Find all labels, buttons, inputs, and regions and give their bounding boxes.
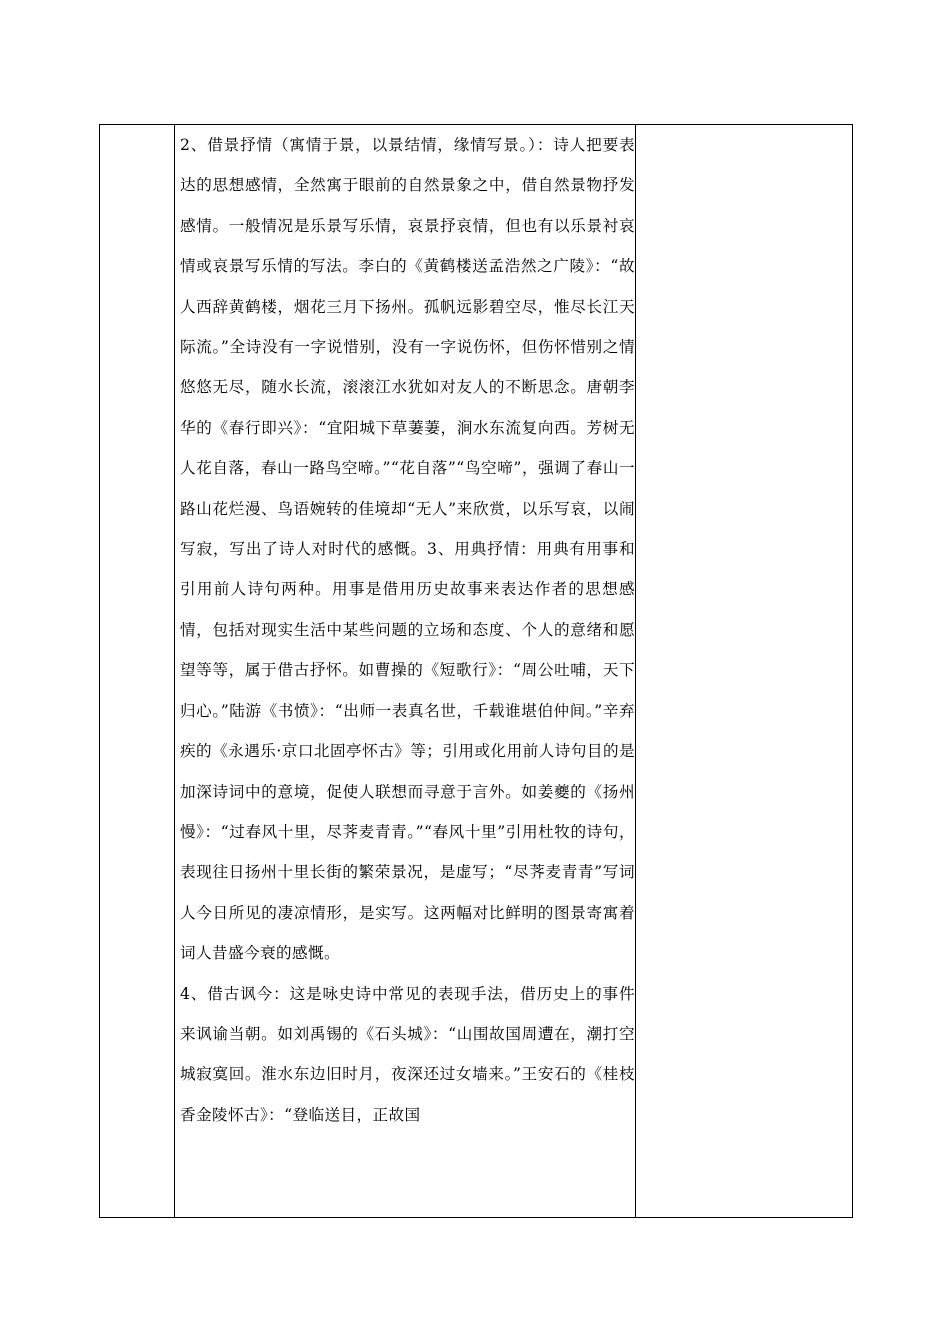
- main-text-content: [175, 125, 635, 1217]
- main-text-cell: [175, 125, 636, 1218]
- content-table: [99, 124, 853, 1218]
- paragraph-technique-2-3: 2、借景抒情（寓情于景，以景结情，缘情写景。）：诗人把要表达的思想感情，全然寓于眼前的自然景象之中，借自然景物抒发感情。一般情况是乐景写乐情，哀景抒哀情，但也有以乐景衬哀情或哀景写乐情的写法。李白的《黄鹤楼送孟浩然之广陵》：“故人西辞黄鹤楼，烟花三月下扬州。孤帆远影碧空尽，惟尽长江天际流。”全诗没有一字说惜别，没有一字说伤怀，但伤怀惜别之情悠悠无尽，随水长流，滚滚江水犹如对友人的不断思念。唐朝李华的《春行即兴》：“宜阳城下草萋萋，涧水东流复向西。芳树无人花自落，春山一路鸟空啼。”“花自落”“鸟空啼”，强调了春山一路山花烂漫、鸟语婉转的佳境却“无人”来欣赏，以乐写哀，以闹写寂，写出了诗人对时代的感慨。3、用典抒情：用典有用事和引用前人诗句两种。用事是借用历史故事来表达作者的思想感情，包括对现实生活中某些问题的立场和态度、个人的意绪和愿望等等，属于借古抒怀。如曹操的《短歌行》：“周公吐哺，天下归心。”陆游《书愤》：“出师一表真名世，千载谁堪伯仲间。”辛弃疾的《永遇乐·京口北固亭怀古》等；引用或化用前人诗句目的是加深诗词中的意境，促使人联想而寻意于言外。如姜夔的《扬州慢》：“过春风十里，尽荠麦青青。”“春风十里”引用杜牧的诗句，表现往日扬州十里长街的繁荣景况，是虚写；“尽荠麦青青”写词人今日所见的凄凉情形，是实写。这两幅对比鲜明的图景寄寓着词人昔盛今衰的感慨。: [180, 136, 635, 963]
- paragraph-technique-4: 4、借古讽今：这是咏史诗中常见的表现手法，借历史上的事件来讽谕当朝。如刘禹锡的《石头城》：“山围故国周遭在，潮打空城寂寞回。淮水东边旧时月，夜深还过女墙来。”王安石的《桂枝香金陵怀古》：“登临送目，正故国: [180, 984, 635, 1124]
- left-empty-cell: [100, 125, 175, 1218]
- table-row: [100, 125, 853, 1218]
- right-empty-cell: [636, 125, 853, 1218]
